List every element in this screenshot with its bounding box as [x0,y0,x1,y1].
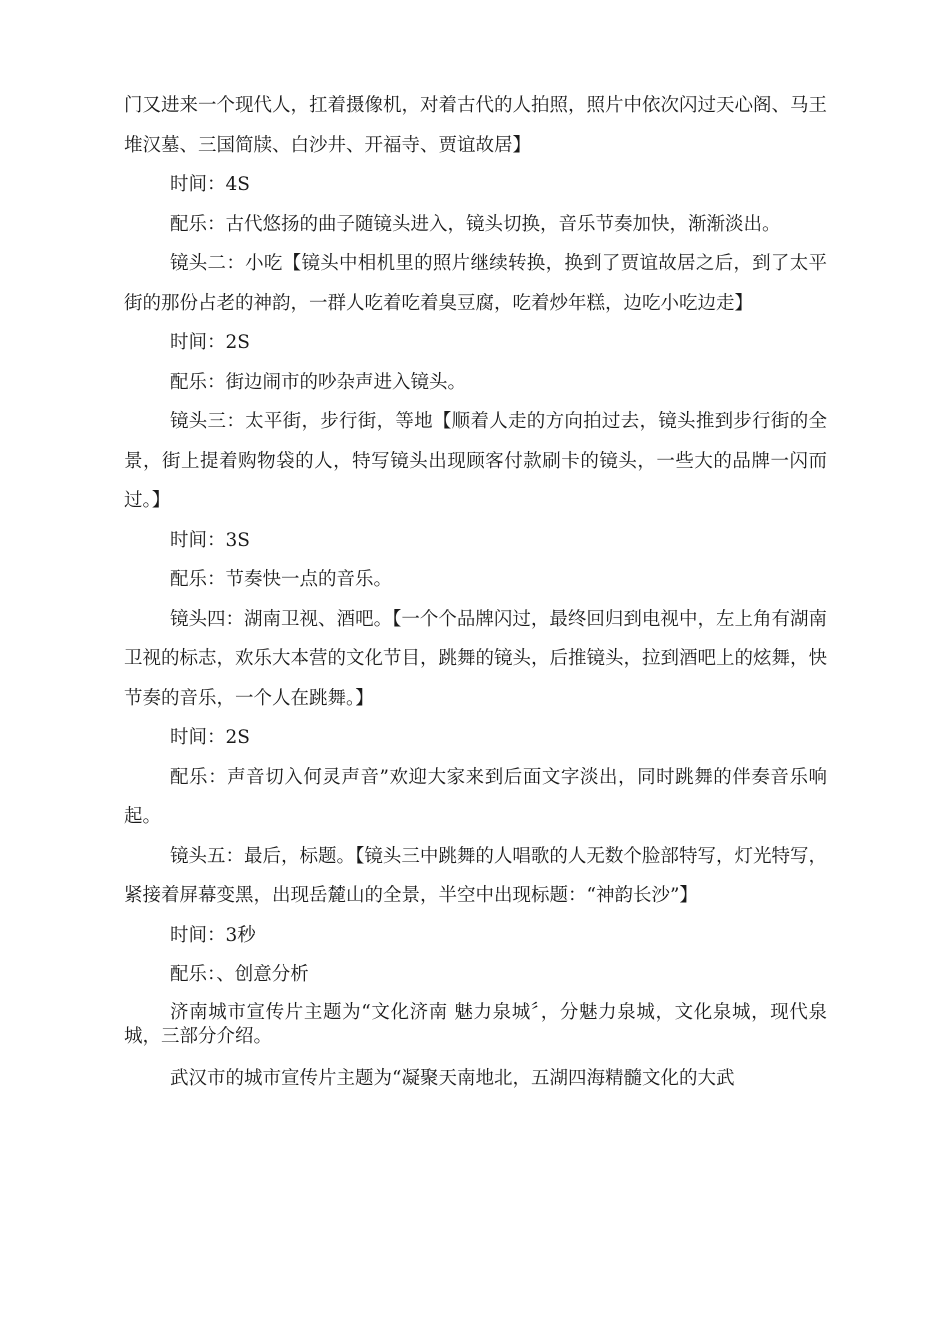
paragraph-scene-one-time: 时间：4S [170,174,250,195]
paragraph-scene-two-time: 时间：2S [170,332,250,353]
document-page [124,0,827,1098]
paragraph-scene-four: 镜头四：湖南卫视、酒吧。【一个个品牌闪过，最终回归到电视中，左上角有湖南卫视的标志，欢乐大本营的文化节目，跳舞的镜头，后推镜头，拉到酒吧上的炫舞，快节奏的音乐，一个人在跳舞。】 [124,608,828,709]
paragraph-scene-four-time: 时间：2S [170,727,250,748]
paragraph-scene-two-music: 配乐：街边闹市的吵杂声进入镜头。 [170,371,467,393]
paragraph-wuhan-theme: 武汉市的城市宣传片主题为“凝聚天南地北，五湖四海精髓文化的大武 [170,1067,735,1089]
paragraph-scene-one-continued: 门又进来一个现代人，扛着摄像机，对着古代的人拍照，照片中依次闪过天心阁、马王堆汉墓、三国简牍、白沙井、开福寺、贾谊故居】 [124,95,828,156]
paragraph-scene-three-time: 时间：3S [170,529,250,551]
paragraph-scene-three-music: 配乐：节奏快一点的音乐。 [170,569,393,590]
paragraph-scene-two: 镜头二：小吃【镜头中相机里的照片继续转换，换到了贾谊故居之后，到了太平街的那份占老的神韵，一群人吃着吃着臭豆腐，吃着炒年糕，边吃小吃边走】 [124,253,827,314]
paragraph-scene-four-music: 配乐：声音切入何灵声音”欢迎大家来到后面文字淡出，同时跳舞的伴奏音乐响起。 [124,766,827,827]
paragraph-scene-five: 镜头五：最后，标题。【镜头三中跳舞的人唱歌的人无数个脸部特写，灯光特写，紧接着屏幕变黑，出现岳麓山的全景，半空中出现标题：“神韵长沙”】 [124,845,827,906]
paragraph-scene-one-music: 配乐：古代悠扬的曲子随镜头进入，镜头切换，音乐节奏加快，渐渐淡出。 [170,213,781,235]
paragraph-scene-three: 镜头三：太平街，步行街，等地【顺着人走的方向拍过去，镜头推到步行街的全景，街上提着购物袋的人，特写镜头出现顾客付款刷卡的镜头，一些大的品牌一闪而过。】 [124,411,827,511]
paragraph-jinan-theme: 济南城市宣传片主题为“文化济南 魅力泉城〞，分魅力泉城，文化泉城，现代泉城，三部分介绍。 [124,1001,827,1047]
paragraph-scene-five-music: 配乐：、创意分析 [170,964,309,985]
paragraph-scene-five-time: 时间：3秒 [170,924,256,946]
